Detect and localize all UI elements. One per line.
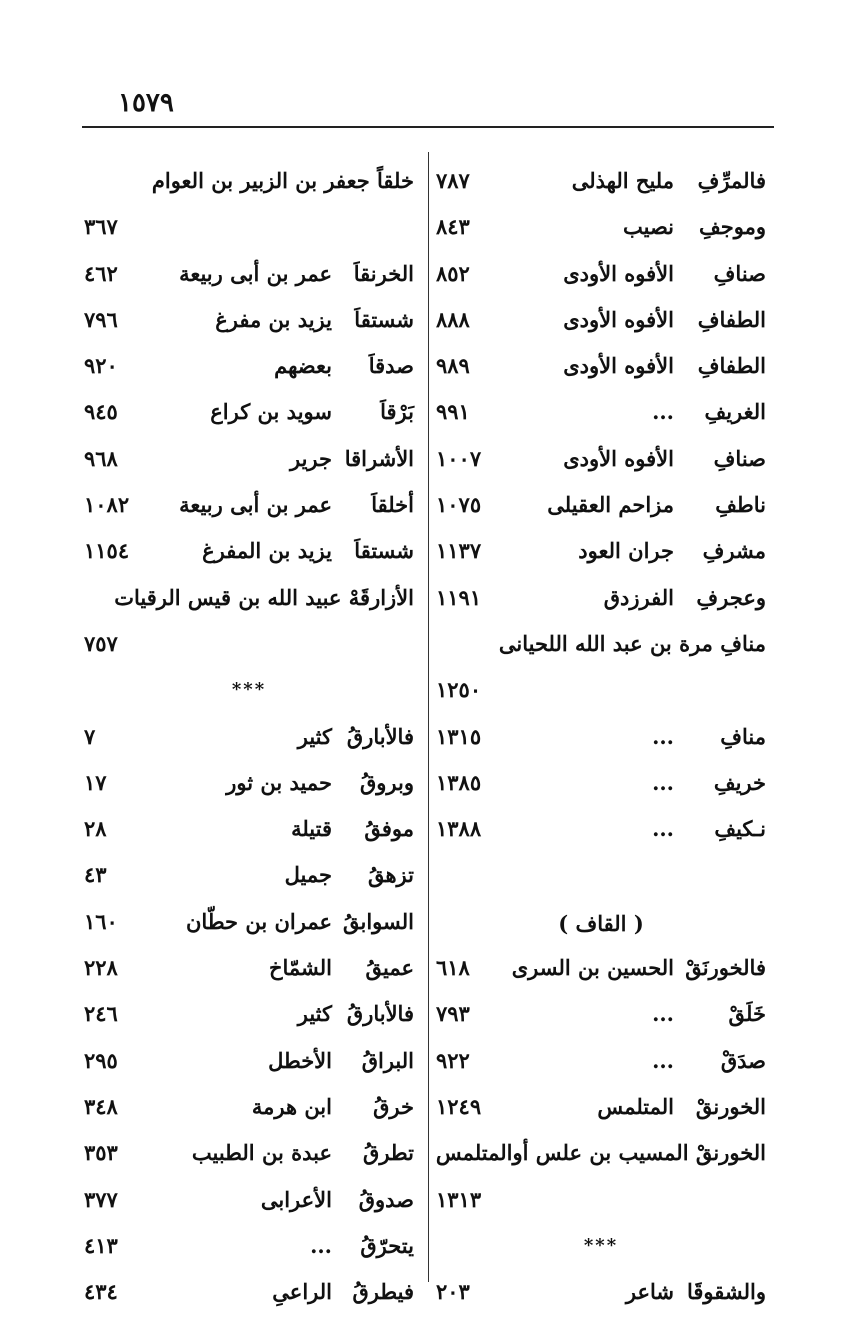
index-entry (436, 947, 766, 993)
rhyme-word: شستقاَ (354, 538, 414, 564)
poet-name: جرير (290, 445, 332, 471)
poet-name: جميل (284, 862, 332, 888)
poet-name: مليح الهذلى (571, 168, 674, 193)
poet-name: يزيد بن المفرغ (202, 538, 332, 564)
index-entry (84, 854, 414, 900)
poet-name: الفرزدق (603, 584, 674, 610)
poem-number: ١٠٨٢ (84, 492, 130, 518)
index-entry (436, 716, 766, 762)
poet-name: ... (652, 816, 674, 842)
poem-number: ٩٦٨ (84, 445, 118, 471)
index-entry (84, 1040, 414, 1086)
poem-number: ٧٨٧ (436, 168, 470, 193)
poem-number: ١٣٨٨ (436, 816, 482, 842)
poet-name: الراعىِ (272, 1279, 332, 1305)
index-entry (84, 993, 414, 1039)
poet-name: الشمّاخ (268, 955, 332, 981)
rhyme-word: وعجرفِ (696, 584, 766, 610)
index-entry (436, 484, 766, 530)
poet-name: الأفوه الأودى (563, 306, 674, 332)
poem-number: ٣٧٧ (84, 1186, 118, 1212)
poem-number: ٢٢٨ (84, 955, 118, 981)
entry-text: الخورنقْ المسيب بن علس أوالمتلمس (435, 1140, 766, 1166)
section-heading-text: ( القاف ) (558, 910, 644, 936)
index-entry (436, 577, 766, 623)
section-separator (436, 1225, 766, 1271)
index-entry (84, 1179, 414, 1225)
index-entry (84, 1086, 414, 1132)
index-entry-long (84, 577, 414, 623)
poet-name: الأفوه الأودى (563, 445, 674, 471)
rhyme-word: الطفافِ (697, 306, 766, 332)
poem-number: ٦١٨ (436, 955, 470, 981)
poem-number: ٨٥٢ (436, 260, 470, 286)
poem-number: ١٢٥٠ (436, 677, 482, 703)
rhyme-word: والشقوقَا (686, 1279, 766, 1305)
poet-name: ... (652, 723, 674, 749)
rhyme-word: مشرفِ (702, 538, 766, 564)
index-entry (84, 762, 414, 808)
index-entry (84, 808, 414, 854)
rhyme-word: بَرْقاَ (380, 399, 414, 425)
left-column (84, 160, 414, 1317)
poet-name: عمران بن حطّان (186, 908, 332, 934)
entry-text: خلقاً جعفر بن الزبير بن العوام (151, 168, 414, 193)
poem-number: ٢٩٥ (84, 1047, 118, 1073)
rhyme-word: الطفافِ (697, 353, 766, 379)
rhyme-word: الخورنقْ (695, 1093, 766, 1119)
index-entry (436, 1040, 766, 1086)
entry-continuation (84, 623, 414, 669)
poem-number: ٢٨ (84, 816, 107, 842)
poet-name: ... (310, 1232, 332, 1258)
index-entry-long (436, 1132, 766, 1178)
rhyme-word: وموجفِ (699, 214, 766, 240)
poem-number: ٨٨٨ (436, 306, 470, 332)
rhyme-word: صنافِ (713, 445, 766, 471)
poem-number: ٤٣ (84, 862, 107, 888)
rhyme-word: تطرقُ (363, 1140, 414, 1166)
rhyme-word: فيطرقُ (352, 1279, 414, 1305)
rhyme-word: وبروقُ (359, 769, 414, 795)
poet-name: ... (652, 769, 674, 795)
poem-number: ٩٤٥ (84, 399, 118, 425)
poet-name: الأخطل (268, 1047, 332, 1073)
page-number: ١٥٧٩ (118, 88, 174, 118)
poem-number: ٣٦٧ (84, 214, 118, 240)
poem-number: ١٢٤٩ (436, 1093, 482, 1119)
rhyme-word: الغريفِ (704, 399, 766, 425)
index-entry (84, 1271, 414, 1317)
index-entry (84, 253, 414, 299)
rhyme-word: الخرنقاَ (353, 260, 414, 286)
poet-name: عمر بن أبى ربيعة (179, 260, 332, 286)
poem-number: ٩٢٠ (84, 353, 118, 379)
rhyme-word: عميقُ (365, 955, 414, 981)
rhyme-word: أخلقاَ (371, 492, 414, 518)
rhyme-word: صدقاَ (368, 353, 414, 379)
rhyme-word: صدوقُ (358, 1186, 414, 1212)
poem-number: ١١٣٧ (436, 538, 482, 564)
header-rule (82, 126, 774, 128)
index-entry (436, 160, 766, 206)
poet-name: سويد بن كراع (210, 399, 332, 425)
poet-name: ابن هرمة (251, 1093, 332, 1119)
poem-number: ٩٩١ (436, 399, 470, 425)
separator-stars: *** (231, 679, 267, 701)
poem-number: ٧٩٣ (436, 1001, 470, 1027)
entry-continuation (84, 206, 414, 252)
poem-number: ٢٤٦ (84, 1001, 118, 1027)
poem-number: ١١٩١ (436, 584, 482, 610)
rhyme-word: البراقُ (361, 1047, 414, 1073)
index-entry (436, 206, 766, 252)
index-entry (84, 530, 414, 576)
separator-stars: *** (583, 1234, 619, 1256)
index-entry (436, 1086, 766, 1132)
rhyme-word: فالأبارقُ (346, 1001, 414, 1027)
index-entry (84, 716, 414, 762)
poet-name: ... (652, 1001, 674, 1027)
poet-name: مزاحم العقيلى (547, 492, 674, 518)
rhyme-word: موفقُ (364, 816, 414, 842)
poem-number: ١٧ (84, 769, 107, 795)
rhyme-word: شستقاَ (354, 306, 414, 332)
index-entry (436, 253, 766, 299)
poet-name: نصيب (622, 214, 674, 240)
index-entry (436, 808, 766, 854)
poem-number: ٤٣٤ (84, 1279, 118, 1305)
rhyme-word: ناطفِ (715, 492, 766, 518)
rhyme-word: فالخورنَقْ (685, 955, 766, 981)
index-entry (84, 345, 414, 391)
poet-name: ... (652, 1047, 674, 1073)
index-entry (436, 530, 766, 576)
poet-name: شاعر (625, 1279, 674, 1305)
poem-number: ٧٥٧ (84, 630, 118, 656)
poet-name: بعضهم (274, 353, 332, 379)
index-entry (436, 438, 766, 484)
poem-number: ٩٢٢ (436, 1047, 470, 1073)
poet-name: الأفوه الأودى (563, 353, 674, 379)
poem-number: ١١٥٤ (84, 538, 130, 564)
poet-name: عبدة بن الطبيب (191, 1140, 332, 1166)
poem-number: ٣٥٣ (84, 1140, 118, 1166)
index-entry (84, 1132, 414, 1178)
right-column (436, 160, 766, 1317)
index-entry (84, 484, 414, 530)
entry-continuation (436, 1179, 766, 1225)
entry-continuation (436, 669, 766, 715)
index-entry (84, 901, 414, 947)
rhyme-word: تزهقُ (367, 862, 414, 888)
poem-number: ١٣١٥ (436, 723, 482, 749)
index-entry (436, 1271, 766, 1317)
rhyme-word: فالمرِّفِ (697, 168, 766, 193)
index-entry-long (84, 160, 414, 206)
index-entry-long (436, 623, 766, 669)
index-entry (84, 438, 414, 484)
poet-name: كثير (297, 723, 332, 749)
poem-number: ٤٦٢ (84, 260, 118, 286)
index-entry (84, 391, 414, 437)
rhyme-word: منافِ (720, 723, 766, 749)
index-entry (436, 299, 766, 345)
index-entry (436, 762, 766, 808)
poem-number: ١٦٠ (84, 908, 118, 934)
section-heading (436, 901, 766, 947)
rhyme-word: خَلَقْ (728, 1001, 766, 1027)
rhyme-word: خرقُ (373, 1093, 414, 1119)
rhyme-word: السوابقُ (342, 908, 414, 934)
index-entry (84, 1225, 414, 1271)
poem-number: ٩٨٩ (436, 353, 470, 379)
poem-number: ٣٤٨ (84, 1093, 118, 1119)
poem-number: ٧٩٦ (84, 306, 118, 332)
poet-name: الأعرابى (260, 1186, 332, 1212)
index-entry (84, 947, 414, 993)
poem-number: ٢٠٣ (436, 1279, 470, 1305)
poet-name: الأفوه الأودى (563, 260, 674, 286)
rhyme-word: نـكيفِ (714, 816, 766, 842)
poet-name: عمر بن أبى ربيعة (179, 492, 332, 518)
poet-name: جران العود (578, 538, 674, 564)
poet-name: المتلمس (597, 1093, 674, 1119)
poem-number: ١٠٠٧ (436, 445, 482, 471)
poem-number: ١٣١٣ (436, 1186, 482, 1212)
poet-name: يزيد بن مفرغ (215, 306, 332, 332)
poet-name: قتيلة (291, 816, 332, 842)
column-divider (428, 152, 429, 1282)
rhyme-word: يتحرّقُ (360, 1232, 414, 1258)
index-entry (84, 299, 414, 345)
poet-name: ... (652, 399, 674, 425)
rhyme-word: فالأبارقُ (346, 723, 414, 749)
section-separator (84, 669, 414, 715)
entry-text: منافِ مرة بن عبد الله اللحيانى (498, 630, 766, 656)
index-entry (436, 345, 766, 391)
poem-number: ٧ (84, 723, 96, 749)
entry-text: الأزارقَهْ عبيد الله بن قيس الرقيات (114, 584, 414, 610)
poem-number: ١٣٨٥ (436, 769, 482, 795)
blank-line (436, 854, 766, 900)
index-entry (436, 391, 766, 437)
poem-number: ٤١٣ (84, 1232, 118, 1258)
poet-name: الحسين بن السرى (511, 955, 674, 981)
poem-number: ١٠٧٥ (436, 492, 482, 518)
rhyme-word: الأشراقا (344, 445, 414, 471)
index-entry (436, 993, 766, 1039)
poet-name: كثير (297, 1001, 332, 1027)
poem-number: ٨٤٣ (436, 214, 470, 240)
rhyme-word: خريفِ (713, 769, 766, 795)
rhyme-word: صدَقْ (720, 1047, 766, 1073)
rhyme-word: صنافِ (713, 260, 766, 286)
poet-name: حميد بن ثور (226, 769, 332, 795)
